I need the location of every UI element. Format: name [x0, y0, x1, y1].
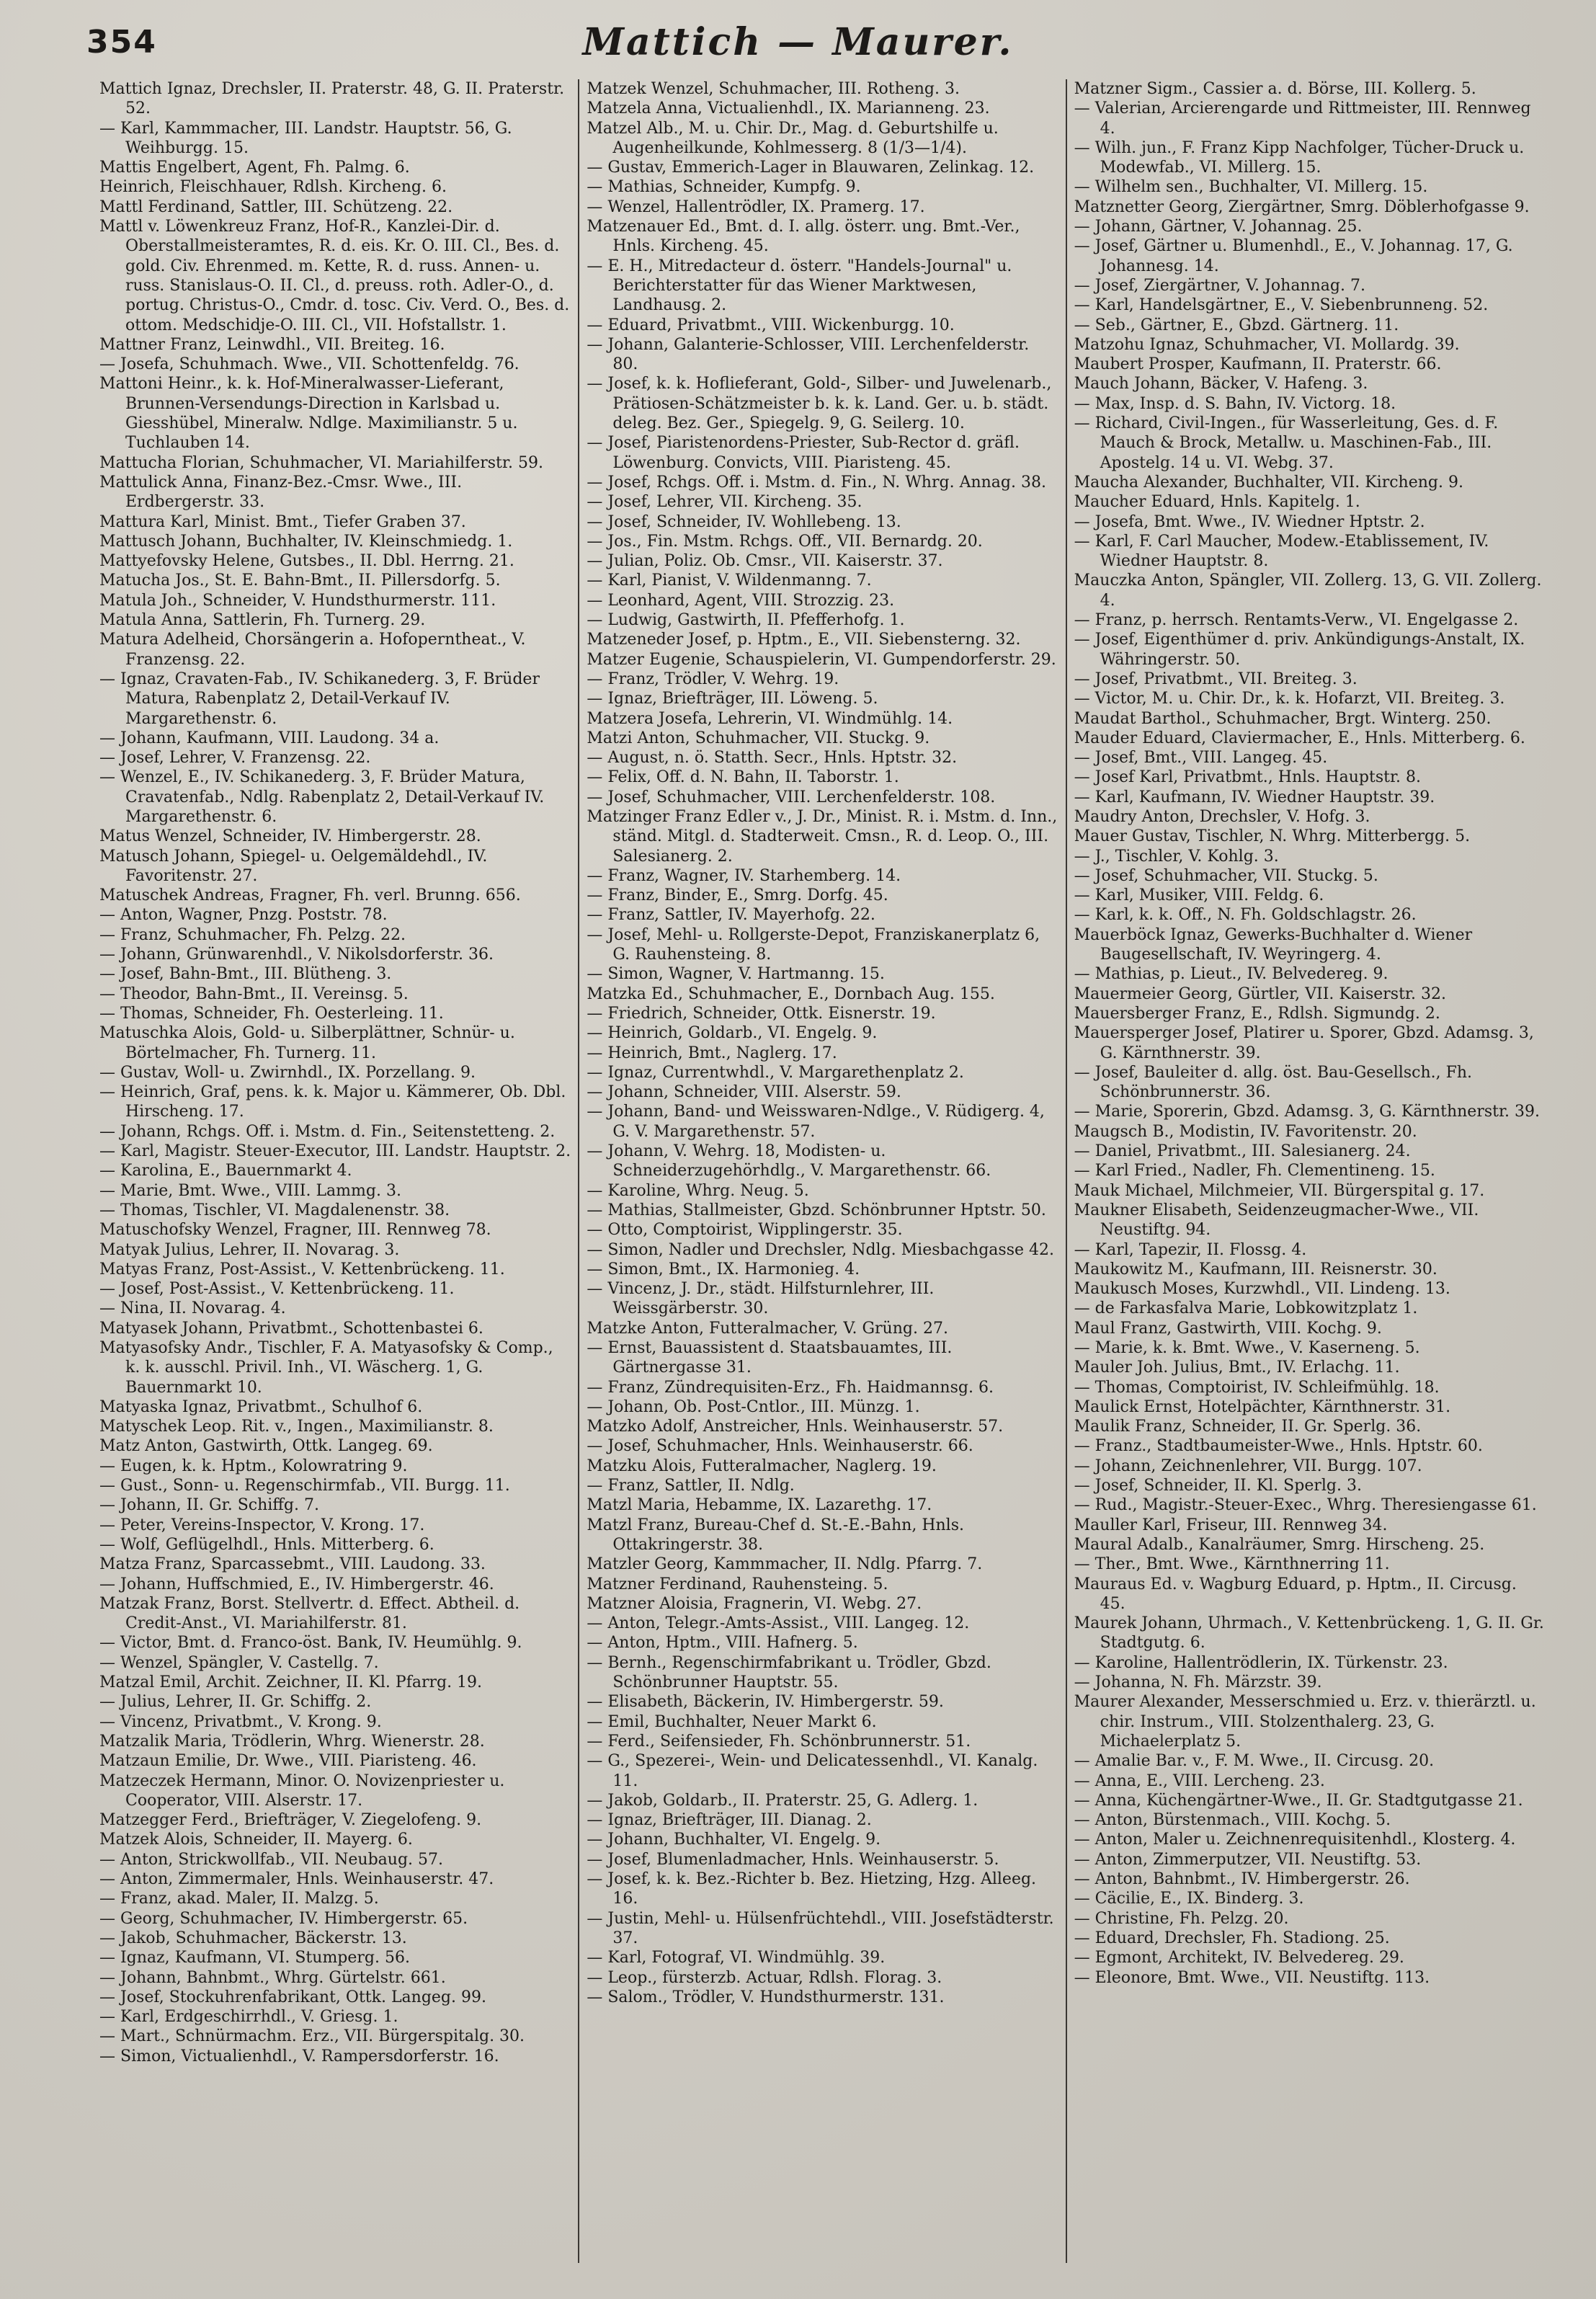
- directory-entry: Matzer Eugenie, Schauspielerin, VI. Gumpendorferstr. 29.: [587, 650, 1056, 669]
- directory-entry: — Victor, M. u. Chir. Dr., k. k. Hofarzt, VII. Breiteg. 3.: [1074, 690, 1505, 708]
- directory-entry: — Anton, Telegr.-Amts-Assist., VIII. Langeg. 12.: [587, 1614, 970, 1633]
- directory-entry: — Josef, k. k. Bez.-Richter b. Bez. Hietzing, Hzg. Alleeg. 16.: [587, 1870, 1037, 1908]
- directory-entry: Mauersberger Franz, E., Rdlsh. Sigmundg. 2.: [1074, 1004, 1440, 1023]
- directory-entry: Matzek Wenzel, Schuhmacher, III. Rotheng. 3.: [587, 80, 960, 98]
- directory-entry: Matzeczek Hermann, Minor. O. Novizenpriester u. Cooperator, VIII. Alserstr. 17.: [99, 1771, 505, 1810]
- directory-entry: — Nina, II. Novarag. 4.: [99, 1299, 286, 1318]
- directory-entry: — Josef, Mehl- u. Rollgerste-Depot, Franziskanerplatz 6, G. Rauhensteing. 8.: [587, 925, 1040, 964]
- directory-entry: — Josef, Schneider, IV. Wohllebeng. 13.: [587, 512, 901, 531]
- directory-entry: — Karl, k. k. Off., N. Fh. Goldschlagstr. 26.: [1074, 906, 1417, 925]
- directory-entry: Maucha Alexander, Buchhalter, VII. Kircheng. 9.: [1074, 473, 1463, 492]
- directory-entry: — Max, Insp. d. S. Bahn, IV. Victorg. 18.: [1074, 394, 1396, 413]
- directory-entry: Mattl Ferdinand, Sattler, III. Schützeng. 22.: [99, 197, 453, 216]
- directory-entry: — Karl, Musiker, VIII. Feldg. 6.: [1074, 886, 1324, 905]
- directory-entry: Maural Adalb., Kanalräumer, Smrg. Hirscheng. 25.: [1074, 1535, 1485, 1554]
- directory-entry: — Justin, Mehl- u. Hülsenfrüchtehdl., VIII. Josefstädterstr. 37.: [587, 1909, 1054, 1947]
- directory-entry: — Josefa, Bmt. Wwe., IV. Wiedner Hptstr. 2.: [1074, 512, 1425, 531]
- directory-entry: — Heinrich, Goldarb., VI. Engelg. 9.: [587, 1024, 878, 1043]
- directory-entry: — Ferd., Seifensieder, Fh. Schönbrunnerstr. 51.: [587, 1732, 971, 1751]
- directory-entry: Mattusch Johann, Buchhalter, IV. Kleinschmiedg. 1.: [99, 532, 513, 551]
- directory-entry: Matyschek Leop. Rit. v., Ingen., Maximilianstr. 8.: [99, 1418, 494, 1436]
- directory-entry: — Jakob, Schuhmacher, Bäckerstr. 13.: [99, 1929, 407, 1947]
- directory-entry: — Josef, Eigenthümer d. priv. Ankündigungs-Anstalt, IX. Währingerstr. 50.: [1074, 631, 1525, 669]
- directory-entry: Mattl v. Löwenkreuz Franz, Hof-R., Kanzlei-Dir. d. Oberstallmeisteramtes, R. d. eis. Kr. O. III. Cl., Bes. d. gold. Civ. Ehrenmed. m. Kette, R. d. russ. Annen- u. russ. Stanislaus-O. II. Cl., d. preuss. roth. Adler-O., d. portug. Christus-O., Cmdr. d. tosc. Civ. Verd. O., Bes. d. ottom. Medschidje-O. III. Cl., VII. Hofstallstr. 1.: [99, 218, 570, 334]
- directory-entry: — Karoline, Hallentrödlerin, IX. Türkenstr. 23.: [1074, 1653, 1448, 1672]
- directory-entry: — Thomas, Tischler, VI. Magdalenenstr. 38.: [99, 1201, 450, 1219]
- directory-entry: — Peter, Vereins-Inspector, V. Krong. 17.: [99, 1516, 425, 1534]
- directory-entry: Matzner Sigm., Cassier a. d. Börse, III. Kollerg. 5.: [1074, 80, 1476, 98]
- directory-entry: — Karoline, Whrg. Neug. 5.: [587, 1181, 809, 1200]
- directory-entry: — Anton, Bürstenmach., VIII. Kochg. 5.: [1074, 1811, 1391, 1830]
- directory-entry: Maukowitz M., Kaufmann, III. Reisnerstr. 30.: [1074, 1260, 1437, 1279]
- directory-entry: — Karl, Tapezir, II. Flossg. 4.: [1074, 1240, 1307, 1259]
- directory-entry: — Ignaz, Briefträger, III. Löweng. 5.: [587, 690, 878, 708]
- directory-entry: — Johann, Zeichnenlehrer, VII. Burgg. 107.: [1074, 1457, 1422, 1475]
- directory-entry: — Johann, II. Gr. Schiffg. 7.: [99, 1496, 319, 1515]
- directory-entry: Matzohu Ignaz, Schuhmacher, VI. Mollardg. 39.: [1074, 335, 1460, 354]
- directory-entry: Matula Joh., Schneider, V. Hundsthurmerstr. 111.: [99, 591, 496, 610]
- directory-entry: Maulik Franz, Schneider, II. Gr. Sperlg. 36.: [1074, 1418, 1422, 1436]
- directory-entry: — Bernh., Regenschirmfabrikant u. Trödler, Gbzd. Schönbrunner Hauptstr. 55.: [587, 1653, 991, 1692]
- directory-entry: — Simon, Wagner, V. Hartmanng. 15.: [587, 965, 885, 984]
- directory-entry: Matza Franz, Sparcassebmt., VIII. Laudong. 33.: [99, 1555, 486, 1574]
- directory-entry: Matzalik Maria, Trödlerin, Whrg. Wienerstr. 28.: [99, 1732, 485, 1751]
- directory-entry: — Julius, Lehrer, II. Gr. Schiffg. 2.: [99, 1693, 372, 1712]
- directory-entry: — Jos., Fin. Mstm. Rchgs. Off., VII. Bernardg. 20.: [587, 532, 983, 551]
- directory-entry: — Anton, Strickwollfab., VII. Neubaug. 57.: [99, 1850, 443, 1869]
- directory-entry: Matyaska Ignaz, Privatbmt., Schulhof 6.: [99, 1397, 423, 1416]
- directory-entry: — Josef, Rchgs. Off. i. Mstm. d. Fin., N. Whrg. Annag. 38.: [587, 473, 1046, 492]
- directory-entry: Matz Anton, Gastwirth, Ottk. Langeg. 69.: [99, 1437, 433, 1456]
- directory-entry: — Wilh. jun., F. Franz Kipp Nachfolger, Tücher-Druck u. Modewfab., VI. Millerg. 15.: [1074, 138, 1525, 177]
- directory-entry: Mattis Engelbert, Agent, Fh. Palmg. 6.: [99, 159, 410, 177]
- directory-entry: Matzenauer Ed., Bmt. d. I. allg. österr. ung. Bmt.-Ver., Hnls. Kircheng. 45.: [587, 218, 1020, 256]
- directory-entry: — Simon, Bmt., IX. Harmonieg. 4.: [587, 1260, 860, 1279]
- directory-entry: — Franz, Zündrequisiten-Erz., Fh. Haidmannsg. 6.: [587, 1378, 994, 1397]
- directory-entry: — Richard, Civil-Ingen., für Wasserleitung, Ges. d. F. Mauch & Brock, Metallw. u. Maschinen-Fab., III. Apostelg. 14 u. VI. Webg. 37.: [1074, 414, 1499, 472]
- directory-entry: — Franz, Trödler, V. Wehrg. 19.: [587, 670, 839, 688]
- directory-entry: — Anton, Hptm., VIII. Hafnerg. 5.: [587, 1634, 858, 1653]
- directory-entry: Maubert Prosper, Kaufmann, II. Praterstr. 66.: [1074, 355, 1442, 374]
- directory-entry: — Jakob, Goldarb., II. Praterstr. 25, G. Adlerg. 1.: [587, 1791, 978, 1810]
- directory-entry: — Eduard, Privatbmt., VIII. Wickenburgg. 10.: [587, 316, 955, 334]
- directory-entry: — Ignaz, Cravaten-Fab., IV. Schikanederg. 3, F. Brüder Matura, Rabenplatz 2, Detail-Verkauf IV. Margarethenstr. 6.: [99, 670, 540, 728]
- directory-entry: — Ernst, Bauassistent d. Staatsbauamtes, III. Gärtnergasse 31.: [587, 1339, 953, 1377]
- directory-entry: Matzl Maria, Hebamme, IX. Lazarethg. 17.: [587, 1496, 932, 1515]
- directory-entry: Mauller Karl, Friseur, III. Rennweg 34.: [1074, 1516, 1388, 1534]
- directory-entry: — Karl, Erdgeschirrhdl., V. Griesg. 1.: [99, 2008, 398, 2027]
- directory-entry: — Johann, Grünwarenhdl., V. Nikolsdorferstr. 36.: [99, 946, 494, 964]
- directory-entry: Mauler Joh. Julius, Bmt., IV. Erlachg. 11.: [1074, 1358, 1400, 1377]
- directory-entry: — Johann, Schneider, VIII. Alserstr. 59.: [587, 1083, 901, 1102]
- column-middle: [578, 79, 1065, 2263]
- directory-entry: — Egmont, Architekt, IV. Belvedereg. 29.: [1074, 1949, 1404, 1967]
- directory-entry: — Josef, Piaristenordens-Priester, Sub-Rector d. gräfl. Löwenburg. Convicts, VIII. Piaristeng. 45.: [587, 434, 1020, 472]
- directory-entry: Maukusch Moses, Kurzwhdl., VII. Lindeng. 13.: [1074, 1280, 1450, 1299]
- directory-entry: Matyas Franz, Post-Assist., V. Kettenbrückeng. 11.: [99, 1260, 505, 1279]
- directory-entry: Matzner Aloisia, Fragnerin, VI. Webg. 27.: [587, 1594, 922, 1613]
- page-header: [86, 20, 1510, 63]
- directory-entry: — Johann, Ob. Post-Cntlor., III. Münzg. 1.: [587, 1397, 920, 1416]
- directory-entry: — Johann, Gärtner, V. Johannag. 25.: [1074, 218, 1363, 236]
- directory-entry: — Josef, Schuhmacher, VIII. Lerchenfelderstr. 108.: [587, 788, 996, 806]
- directory-entry: Mauerböck Ignaz, Gewerks-Buchhalter d. Wiener Baugesellschaft, IV. Weyringerg. 4.: [1074, 925, 1473, 964]
- directory-entry: — Ther., Bmt. Wwe., Kärnthnerring 11.: [1074, 1555, 1390, 1574]
- directory-entry: Maudat Barthol., Schuhmacher, Brgt. Winterg. 250.: [1074, 709, 1492, 728]
- directory-entry: — Franz, Wagner, IV. Starhemberg. 14.: [587, 866, 901, 885]
- directory-entry: — Johann, Band- und Weisswaren-Ndlge., V. Rüdigerg. 4, G. V. Margarethenstr. 57.: [587, 1103, 1045, 1141]
- directory-entry: — Johann, Kaufmann, VIII. Laudong. 34 a.: [99, 729, 440, 747]
- directory-entry: Mauch Johann, Bäcker, V. Hafeng. 3.: [1074, 375, 1368, 393]
- directory-entry: — Josef, Bmt., VIII. Langeg. 45.: [1074, 749, 1328, 768]
- directory-entry: Matyak Julius, Lehrer, II. Novarag. 3.: [99, 1240, 400, 1259]
- directory-entry: — Karl, Kammmacher, III. Landstr. Hauptstr. 56, G. Weihburgg. 15.: [99, 119, 512, 157]
- directory-entry: Matzek Alois, Schneider, II. Mayerg. 6.: [99, 1831, 413, 1849]
- directory-entry: Matzegger Ferd., Briefträger, V. Ziegelofeng. 9.: [99, 1811, 482, 1830]
- directory-entry: — Emil, Buchhalter, Neuer Markt 6.: [587, 1712, 877, 1731]
- directory-entry: — E. H., Mitredacteur d. österr. "Handels-Journal" u. Berichterstatter für das Wiener Marktwesen, Landhausg. 2.: [587, 257, 1012, 315]
- directory-entry: — Ignaz, Briefträger, III. Dianag. 2.: [587, 1811, 872, 1830]
- directory-entry: — Johann, Buchhalter, VI. Engelg. 9.: [587, 1831, 881, 1849]
- directory-entry: Matzak Franz, Borst. Stellvertr. d. Effect. Abtheil. d. Credit-Anst., VI. Mariahilferstr. 81.: [99, 1594, 520, 1633]
- directory-entry: Mauder Eduard, Claviermacher, E., Hnls. Mitterberg. 6.: [1074, 729, 1525, 747]
- directory-entry: Matura Adelheid, Chorsängerin a. Hofoperntheat., V. Franzensg. 22.: [99, 631, 526, 669]
- directory-entry: Mattulick Anna, Finanz-Bez.-Cmsr. Wwe., III. Erdbergerstr. 33.: [99, 473, 463, 512]
- directory-entry: Matyasofsky Andr., Tischler, F. A. Matyasofsky & Comp., k. k. ausschl. Privil. Inh., VI. Wäscherg. 1, G. Bauernmarkt 10.: [99, 1339, 553, 1397]
- directory-entry: — Rud., Magistr.-Steuer-Exec., Whrg. Theresiengasse 61.: [1074, 1496, 1537, 1515]
- directory-entry: Maurek Johann, Uhrmach., V. Kettenbrückeng. 1, G. II. Gr. Stadtgutg. 6.: [1074, 1614, 1544, 1653]
- directory-entry: Mauersperger Josef, Platirer u. Sporer, Gbzd. Adamsg. 3, G. Kärnthnerstr. 39.: [1074, 1024, 1534, 1062]
- directory-entry: Matuschofsky Wenzel, Fragner, III. Rennweg 78.: [99, 1221, 491, 1240]
- directory-entry: Mattucha Florian, Schuhmacher, VI. Mariahilferstr. 59.: [99, 453, 543, 472]
- directory-entry: — Mart., Schnürmachm. Erz., VII. Bürgerspitalg. 30.: [99, 2027, 525, 2046]
- directory-entry: Mauraus Ed. v. Wagburg Eduard, p. Hptm., II. Circusg. 45.: [1074, 1575, 1517, 1613]
- directory-entry: — Josef, k. k. Hoflieferant, Gold-, Silber- und Juwelenarb., Prätiosen-Schätzmeister b. k. k. Land. Ger. u. b. städt. deleg. Bez. Ger., Spiegelg. 9, G. Seilerg. 10.: [587, 375, 1052, 433]
- directory-entry: Matzke Anton, Futteralmacher, V. Grüng. 27.: [587, 1319, 948, 1338]
- directory-entry: — Josef, Privatbmt., VII. Breiteg. 3.: [1074, 670, 1358, 688]
- directory-entry: Heinrich, Fleischhauer, Rdlsh. Kircheng. 6.: [99, 178, 447, 197]
- directory-entry: — Johanna, N. Fh. Märzstr. 39.: [1074, 1673, 1322, 1692]
- directory-entry: — Anna, E., VIII. Lercheng. 23.: [1074, 1771, 1325, 1790]
- directory-entry: Matzl Franz, Bureau-Chef d. St.-E.-Bahn, Hnls. Ottakringerstr. 38.: [587, 1516, 964, 1554]
- directory-entry: Maucher Eduard, Hnls. Kapitelg. 1.: [1074, 493, 1360, 512]
- directory-entry: — J., Tischler, V. Kohlg. 3.: [1074, 847, 1279, 866]
- directory-entry: — Leonhard, Agent, VIII. Strozzig. 23.: [587, 591, 895, 610]
- directory-entry: Maukner Elisabeth, Seidenzeugmacher-Wwe., VII. Neustiftg. 94.: [1074, 1201, 1479, 1240]
- directory-entry: — Karl, Kaufmann, IV. Wiedner Hauptstr. 39.: [1074, 788, 1435, 806]
- directory-entry: Matzaun Emilie, Dr. Wwe., VIII. Piaristeng. 46.: [99, 1752, 477, 1771]
- directory-entry: Matyasek Johann, Privatbmt., Schottenbastei 6.: [99, 1319, 483, 1338]
- directory-entry: — Eugen, k. k. Hptm., Kolowratring 9.: [99, 1457, 408, 1475]
- directory-entry: — Marie, k. k. Bmt. Wwe., V. Kaserneng. 5.: [1074, 1339, 1420, 1357]
- directory-entry: Matzner Ferdinand, Rauhensteing. 5.: [587, 1575, 888, 1593]
- directory-entry: — Josef, Gärtner u. Blumenhdl., E., V. Johannag. 17, G. Johannesg. 14.: [1074, 237, 1513, 275]
- directory-entry: — Johann, Rchgs. Off. i. Mstm. d. Fin., Seitenstetteng. 2.: [99, 1122, 556, 1141]
- directory-entry: Mattura Karl, Minist. Bmt., Tiefer Graben 37.: [99, 512, 466, 531]
- directory-entry: — Wenzel, E., IV. Schikanederg. 3, F. Brüder Matura, Cravatenfab., Ndlg. Rabenplatz 2, Detail-Verkauf IV. Margarethenstr. 6.: [99, 768, 545, 826]
- directory-entry: — Ignaz, Kaufmann, VI. Stumperg. 56.: [99, 1949, 410, 1967]
- directory-entry: — Karl Fried., Nadler, Fh. Clementineng. 15.: [1074, 1162, 1435, 1180]
- directory-entry: — Anton, Bahnbmt., IV. Himbergerstr. 26.: [1074, 1870, 1410, 1889]
- directory-entry: — Theodor, Bahn-Bmt., II. Vereinsg. 5.: [99, 984, 409, 1003]
- directory-entry: Mauk Michael, Milchmeier, VII. Bürgerspital g. 17.: [1074, 1181, 1485, 1200]
- directory-entry: — Josef, Schuhmacher, VII. Stuckg. 5.: [1074, 866, 1378, 885]
- directory-entry: — Heinrich, Bmt., Naglerg. 17.: [587, 1044, 837, 1062]
- directory-entry: — Karolina, E., Bauernmarkt 4.: [99, 1162, 352, 1180]
- directory-entry: Maulick Ernst, Hotelpächter, Kärnthnerstr. 31.: [1074, 1397, 1451, 1416]
- directory-entry: — G., Spezerei-, Wein- und Delicatessenhdl., VI. Kanalg. 11.: [587, 1752, 1038, 1790]
- directory-entry: — Mathias, Stallmeister, Gbzd. Schönbrunner Hptstr. 50.: [587, 1201, 1046, 1219]
- directory-entry: — Gustav, Woll- u. Zwirnhdl., IX. Porzellang. 9.: [99, 1063, 476, 1082]
- directory-entry: — Simon, Nadler und Drechsler, Ndlg. Miesbachgasse 42.: [587, 1240, 1054, 1259]
- directory-entry: — Marie, Sporerin, Gbzd. Adamsg. 3, G. Kärnthnerstr. 39.: [1074, 1103, 1541, 1121]
- directory-entry: — Josef Karl, Privatbmt., Hnls. Hauptstr. 8.: [1074, 768, 1422, 787]
- directory-entry: — Otto, Comptoirist, Wipplingerstr. 35.: [587, 1221, 903, 1240]
- directory-entry: Mauczka Anton, Spängler, VII. Zollerg. 13, G. VII. Zollerg. 4.: [1074, 572, 1542, 610]
- column-left: [92, 79, 578, 2263]
- directory-entry: — Wenzel, Spängler, V. Castellg. 7.: [99, 1653, 379, 1672]
- directory-entry: — Eleonore, Bmt. Wwe., VII. Neustiftg. 113.: [1074, 1968, 1430, 1987]
- directory-entry: — Anton, Zimmermaler, Hnls. Weinhauserstr. 47.: [99, 1870, 494, 1889]
- directory-entry: — Marie, Bmt. Wwe., VIII. Lammg. 3.: [99, 1181, 401, 1200]
- directory-entry: — Anton, Zimmerputzer, VII. Neustiftg. 53.: [1074, 1850, 1422, 1869]
- directory-entry: — Johann, V. Wehrg. 18, Modisten- u. Schneiderzugehörhdlg., V. Margarethenstr. 66.: [587, 1142, 991, 1180]
- directory-entry: — Gustav, Emmerich-Lager in Blauwaren, Zelinkag. 12.: [587, 159, 1035, 177]
- directory-entry: Matzera Josefa, Lehrerin, VI. Windmühlg. 14.: [587, 709, 953, 728]
- directory-entry: — Johann, Galanterie-Schlosser, VIII. Lerchenfelderstr. 80.: [587, 335, 1030, 374]
- directory-entry: — Karl, Magistr. Steuer-Executor, III. Landstr. Hauptstr. 2.: [99, 1142, 571, 1161]
- directory-entry: Matzka Ed., Schuhmacher, E., Dornbach Aug. 155.: [587, 984, 995, 1003]
- directory-entry: — Simon, Victualienhdl., V. Rampersdorferstr. 16.: [99, 2047, 499, 2065]
- directory-entry: — Franz, akad. Maler, II. Malzg. 5.: [99, 1890, 379, 1908]
- directory-entry: — Salom., Trödler, V. Hundsthurmerstr. 131.: [587, 1988, 945, 2006]
- directory-entry: Matzinger Franz Edler v., J. Dr., Minist. R. i. Mstm. d. Inn., ständ. Mitgl. d. Stadterweit. Cmsn., R. d. Leop. O., III. Salesianerg. 2.: [587, 807, 1058, 866]
- directory-entry: — Elisabeth, Bäckerin, IV. Himbergerstr. 59.: [587, 1693, 944, 1712]
- directory-entry: Matula Anna, Sattlerin, Fh. Turnerg. 29.: [99, 611, 426, 630]
- directory-entry: — Josef, Schuhmacher, Hnls. Weinhauserstr. 66.: [587, 1437, 973, 1456]
- directory-entry: — Josef, Lehrer, V. Franzensg. 22.: [99, 749, 371, 768]
- directory-entry: — Gust., Sonn- u. Regenschirmfab., VII. Burgg. 11.: [99, 1477, 510, 1495]
- directory-entry: — Franz, Sattler, II. Ndlg.: [587, 1477, 795, 1495]
- directory-columns: [92, 79, 1553, 2263]
- directory-entry: Mattich Ignaz, Drechsler, II. Praterstr. 48, G. II. Praterstr. 52.: [99, 80, 565, 118]
- directory-entry: — Anton, Maler u. Zeichnenrequisitenhdl., Klosterg. 4.: [1074, 1831, 1516, 1849]
- directory-entry: — Wilhelm sen., Buchhalter, VI. Millerg. 15.: [1074, 178, 1428, 197]
- directory-entry: — Anna, Küchengärtner-Wwe., II. Gr. Stadtgutgasse 21.: [1074, 1791, 1523, 1810]
- directory-entry: — Eduard, Drechsler, Fh. Stadiong. 25.: [1074, 1929, 1390, 1947]
- directory-entry: — Ludwig, Gastwirth, II. Pfefferhofg. 1.: [587, 611, 905, 630]
- directory-entry: — Seb., Gärtner, E., Gbzd. Gärtnerg. 11.: [1074, 316, 1399, 334]
- directory-entry: — August, n. ö. Statth. Secr., Hnls. Hptstr. 32.: [587, 749, 958, 768]
- directory-entry: Matuschka Alois, Gold- u. Silberplättner, Schnür- u. Börtelmacher, Fh. Turnerg. 11.: [99, 1024, 515, 1062]
- directory-entry: Matzal Emil, Archit. Zeichner, II. Kl. Pfarrg. 19.: [99, 1673, 483, 1692]
- directory-entry: Mattner Franz, Leinwdhl., VII. Breiteg. 16.: [99, 335, 445, 354]
- directory-entry: — Julian, Poliz. Ob. Cmsr., VII. Kaiserstr. 37.: [587, 552, 943, 571]
- directory-entry: — Franz, p. herrsch. Rentamts-Verw., VI. Engelgasse 2.: [1074, 611, 1519, 630]
- directory-entry: — Friedrich, Schneider, Ottk. Eisnerstr. 19.: [587, 1004, 936, 1023]
- directory-entry: — Josef, Bauleiter d. allg. öst. Bau-Gesellsch., Fh. Schönbrunnerstr. 36.: [1074, 1063, 1473, 1102]
- directory-entry: — Anton, Wagner, Pnzg. Poststr. 78.: [99, 906, 388, 925]
- directory-entry: Matzler Georg, Kammmacher, II. Ndlg. Pfarrg. 7.: [587, 1555, 983, 1574]
- directory-entry: Matzel Alb., M. u. Chir. Dr., Mag. d. Geburtshilfe u. Augenheilkunde, Kohlmesserg. 8 (1/3—1/4).: [587, 119, 999, 157]
- directory-entry: — Josef, Ziergärtner, V. Johannag. 7.: [1074, 276, 1365, 295]
- directory-entry: — Wenzel, Hallentrödler, IX. Pramerg. 17.: [587, 197, 925, 216]
- directory-entry: — Daniel, Privatbmt., III. Salesianerg. 24.: [1074, 1142, 1411, 1161]
- directory-entry: — Karl, Handelsgärtner, E., V. Siebenbrunneng. 52.: [1074, 296, 1489, 315]
- directory-entry: — Josef, Bahn-Bmt., III. Blütheng. 3.: [99, 965, 392, 984]
- directory-entry: Mattyefovsky Helene, Gutsbes., II. Dbl. Herrng. 21.: [99, 552, 514, 571]
- directory-entry: Matzku Alois, Futteralmacher, Naglerg. 19.: [587, 1457, 937, 1475]
- directory-entry: Mauermeier Georg, Gürtler, VII. Kaiserstr. 32.: [1074, 984, 1446, 1003]
- directory-entry: — Josef, Schneider, II. Kl. Sperlg. 3.: [1074, 1477, 1362, 1495]
- directory-entry: — Victor, Bmt. d. Franco-öst. Bank, IV. Heumühlg. 9.: [99, 1634, 522, 1653]
- directory-entry: — Vincenz, J. Dr., städt. Hilfsturnlehrer, III. Weissgärberstr. 30.: [587, 1280, 935, 1318]
- directory-entry: — Thomas, Schneider, Fh. Oesterleing. 11.: [99, 1004, 444, 1023]
- directory-entry: — Mathias, p. Lieut., IV. Belvedereg. 9.: [1074, 965, 1388, 984]
- directory-entry: Matzeneder Josef, p. Hptm., E., VII. Siebensterng. 32.: [587, 631, 1021, 649]
- directory-entry: — Franz, Schuhmacher, Fh. Pelzg. 22.: [99, 925, 406, 944]
- directory-entry: — Franz., Stadtbaumeister-Wwe., Hnls. Hptstr. 60.: [1074, 1437, 1483, 1456]
- directory-entry: — Heinrich, Graf, pens. k. k. Major u. Kämmerer, Ob. Dbl. Hirscheng. 17.: [99, 1083, 566, 1121]
- page-number: 354: [86, 23, 157, 61]
- directory-entry: Matzela Anna, Victualienhdl., IX. Marianneng. 23.: [587, 99, 990, 118]
- running-head: Mattich — Maurer.: [582, 19, 1014, 64]
- directory-entry: — Josef, Post-Assist., V. Kettenbrückeng. 11.: [99, 1280, 455, 1299]
- directory-entry: — Franz, Sattler, IV. Mayerhofg. 22.: [587, 906, 875, 925]
- directory-entry: Maul Franz, Gastwirth, VIII. Kochg. 9.: [1074, 1319, 1382, 1338]
- directory-entry: — Thomas, Comptoirist, IV. Schleifmühlg. 18.: [1074, 1378, 1440, 1397]
- directory-entry: Matucha Jos., St. E. Bahn-Bmt., II. Pillersdorfg. 5.: [99, 572, 501, 590]
- directory-entry: — Karl, F. Carl Maucher, Modew.-Etablissement, IV. Wiedner Hauptstr. 8.: [1074, 532, 1489, 571]
- directory-entry: — Josef, Blumenladmacher, Hnls. Weinhauserstr. 5.: [587, 1850, 999, 1869]
- directory-entry: Matuschek Andreas, Fragner, Fh. verl. Brunng. 656.: [99, 886, 521, 905]
- directory-entry: Mattoni Heinr., k. k. Hof-Mineralwasser-Lieferant, Brunnen-Versendungs-Direction in Karlsbad u. Giesshübel, Mineralw. Ndlge. Maximilianstr. 5 u. Tuchlauben 14.: [99, 375, 518, 453]
- directory-entry: — Franz, Binder, E., Smrg. Dorfg. 45.: [587, 886, 888, 905]
- directory-entry: — Mathias, Schneider, Kumpfg. 9.: [587, 178, 861, 197]
- directory-entry: — Felix, Off. d. N. Bahn, II. Taborstr. 1.: [587, 768, 899, 787]
- directory-entry: Matusch Johann, Spiegel- u. Oelgemäldehdl., IV. Favoritenstr. 27.: [99, 847, 488, 885]
- directory-entry: — Wolf, Geflügelhdl., Hnls. Mitterberg. 6.: [99, 1535, 434, 1554]
- directory-entry: — Cäcilie, E., IX. Binderg. 3.: [1074, 1890, 1304, 1908]
- directory-entry: — Valerian, Arcierengarde und Rittmeister, III. Rennweg 4.: [1074, 99, 1531, 138]
- directory-entry: — Josefa, Schuhmach. Wwe., VII. Schottenfeldg. 76.: [99, 355, 520, 374]
- directory-entry: — Josef, Lehrer, VII. Kircheng. 35.: [587, 493, 862, 512]
- directory-entry: Matznetter Georg, Ziergärtner, Smrg. Döblerhofgasse 9.: [1074, 197, 1530, 216]
- directory-entry: Maurer Alexander, Messerschmied u. Erz. v. thierärztl. u. chir. Instrum., VIII. Stolzenthalerg. 23, G. Michaelerplatz 5.: [1074, 1693, 1536, 1751]
- directory-entry: Matzi Anton, Schuhmacher, VII. Stuckg. 9.: [587, 729, 930, 747]
- directory-entry: — Amalie Bar. v., F. M. Wwe., II. Circusg. 20.: [1074, 1752, 1435, 1771]
- directory-entry: — Josef, Stockuhrenfabrikant, Ottk. Langeg. 99.: [99, 1988, 486, 2006]
- directory-entry: Mauer Gustav, Tischler, N. Whrg. Mitterbergg. 5.: [1074, 827, 1471, 846]
- directory-entry: Maugsch B., Modistin, IV. Favoritenstr. 20.: [1074, 1122, 1417, 1141]
- directory-entry: — Johann, Huffschmied, E., IV. Himbergerstr. 46.: [99, 1575, 494, 1593]
- directory-entry: Matzko Adolf, Anstreicher, Hnls. Weinhauserstr. 57.: [587, 1418, 1004, 1436]
- directory-entry: — de Farkasfalva Marie, Lobkowitzplatz 1.: [1074, 1299, 1418, 1318]
- directory-entry: Maudry Anton, Drechsler, V. Hofg. 3.: [1074, 807, 1370, 826]
- directory-entry: — Johann, Bahnbmt., Whrg. Gürtelstr. 661.: [99, 1968, 446, 1987]
- directory-entry: Matus Wenzel, Schneider, IV. Himbergerstr. 28.: [99, 827, 481, 846]
- column-right: [1066, 79, 1553, 2263]
- directory-entry: — Georg, Schuhmacher, IV. Himbergerstr. 65.: [99, 1909, 468, 1928]
- directory-entry: — Karl, Pianist, V. Wildenmanng. 7.: [587, 572, 872, 590]
- directory-entry: — Vincenz, Privatbmt., V. Krong. 9.: [99, 1712, 382, 1731]
- directory-entry: — Karl, Fotograf, VI. Windmühlg. 39.: [587, 1949, 886, 1967]
- directory-entry: — Leop., fürsterzb. Actuar, Rdlsh. Florag. 3.: [587, 1968, 942, 1987]
- directory-entry: — Ignaz, Currentwhdl., V. Margarethenplatz 2.: [587, 1063, 964, 1082]
- directory-entry: — Christine, Fh. Pelzg. 20.: [1074, 1909, 1289, 1928]
